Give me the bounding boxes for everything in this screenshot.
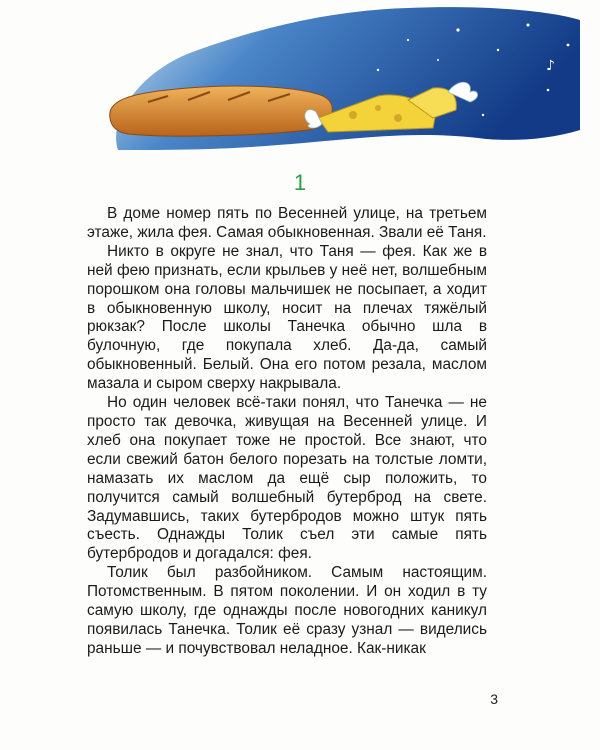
paragraph: Никто в округе не знал, что Таня — фея. Как же в ней фею признать, если крыльев у неё нет, волшебным порошком она головы мальчишек не посыпает, а ходит в обыкновенную школу, носит на плечах тяжёлый рюкзак? После школы Танечка обычно шла в булочную, где покупала хлеб. Да-да, самый обыкновенный. Белый. Она его потом резала, маслом мазала и сыром сверху накрывала.: [87, 242, 487, 393]
paragraph: Толик был разбойником. Самым настоящим. Потомственным. В пятом поколении. И он ходил в ту самую школу, где однажды после новогодних каникул появилась Танечка. Толик её сразу узнал — виделись раньше — и почувствовал неладное. Как-никак: [87, 564, 487, 657]
chapter-number: 1: [293, 170, 307, 195]
music-note-icon: ♪: [546, 58, 555, 74]
header-illustration: [78, 0, 580, 150]
paragraph: Но один человек всё-таки понял, что Танечка — не просто так девочка, живущая на Весенней улице. И хлеб она покупает тоже не простой. Все знают, что если свежий батон белого порезать на толстые ломти, намазать их маслом да ещё сыр положить, то получится самый волшебный бутерброд на свете. Задумавшись, таких бутербродов можно штук пять съесть. Однажды Толик съел эти самые пять бутербродов и догадался: фея.: [87, 394, 487, 563]
bread-loaf-icon: [110, 86, 333, 136]
page-number: 3: [490, 691, 498, 707]
paragraph: В доме номер пять по Весенней улице, на третьем этаже, жила фея. Самая обыкновенная. Звали её Таня.: [87, 205, 487, 241]
body-text: [87, 205, 487, 659]
